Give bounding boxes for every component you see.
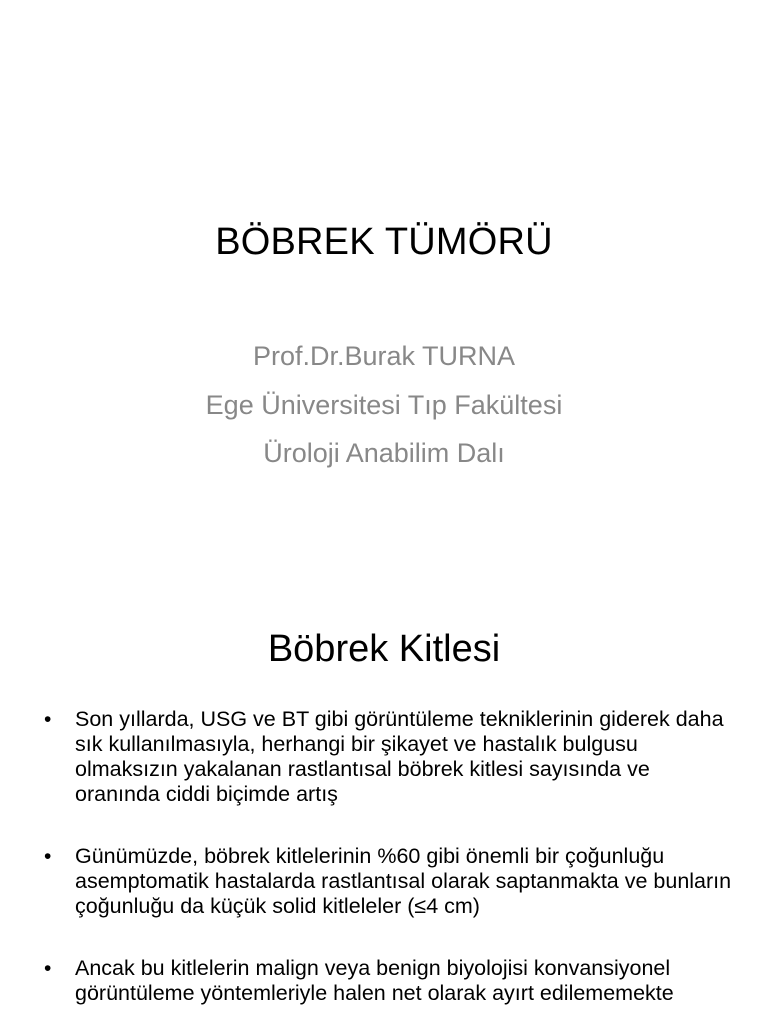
bullet-item xyxy=(0,956,768,1006)
content-slide xyxy=(0,576,768,1024)
institution-name: Ege Üniversitesi Tıp Fakültesi xyxy=(205,389,563,420)
slide-title: BÖBREK TÜMÖRÜ xyxy=(215,221,553,263)
bullet-text: Son yıllarda, USG ve BT gibi görüntüleme tekniklerinin giderek daha sık kullanılmasıyla, herhangi bir şikayet ve hastalık bulgusu olmaksızın yakalanan rastlantısal böbrek kitlesi sayısında ve oranında ciddi biçimde artış xyxy=(75,707,724,806)
slide-subtitle xyxy=(0,332,768,478)
bullet-point-icon: • xyxy=(44,845,52,868)
bullet-item xyxy=(0,707,768,807)
bullet-list xyxy=(0,707,768,1024)
slide-title: Böbrek Kitlesi xyxy=(267,628,501,670)
author-name: Prof.Dr.Burak TURNA xyxy=(252,341,516,371)
bullet-text: Ancak bu kitlelerin malign veya benign biyolojisi konvansiyonel görüntüleme yöntemleriyle halen net olarak ayırt edilememekte xyxy=(75,956,674,1005)
bullet-point-icon: • xyxy=(44,957,52,980)
department-name: Üroloji Anabilim Dalı xyxy=(263,438,505,468)
bullet-item xyxy=(0,844,768,919)
bullet-text: Günümüzde, böbrek kitlelerinin %60 gibi önemli bir çoğunluğu asemptomatik hastalarda rastlantısal olarak saptanmakta ve bunların çoğunluğu da küçük solid kitleleler (≤4 cm) xyxy=(75,844,732,918)
bullet-point-icon: • xyxy=(44,708,52,731)
